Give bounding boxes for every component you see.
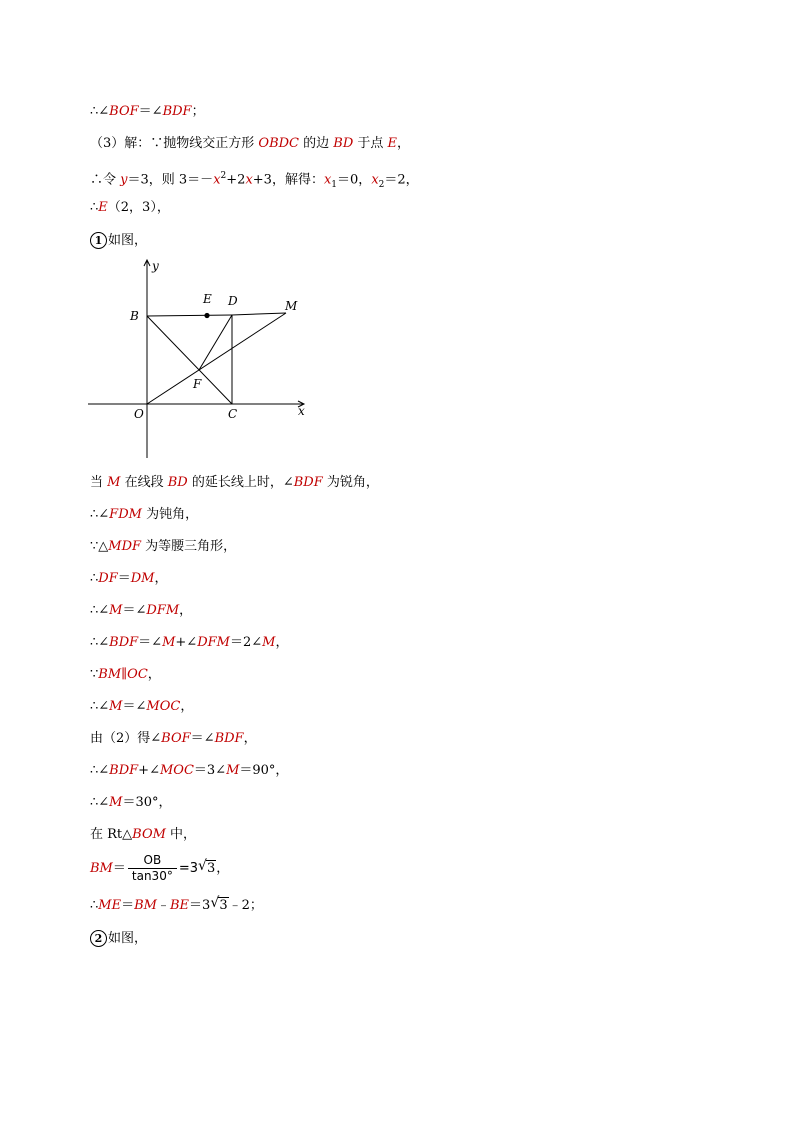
sqrt: √ 3 [210,895,228,913]
label-C: C [228,407,238,421]
text-line-5: 1 如图， [90,232,147,248]
text-line-15: ∴∠BDF+∠MOC＝3∠M＝90°， [90,763,289,778]
label-y: y [152,259,159,273]
square-diagram [88,258,310,460]
segment-DM [232,313,286,315]
text-line-1: ∴∠BOF＝∠BDF； [90,104,205,119]
label-F: F [193,377,202,391]
segment-OM [147,313,286,404]
fraction: $\frac{OB}{\tan 30^\circ}$ [128,853,177,884]
text-line-6: 当 M 在线段 BD 的延长线上时，∠BDF 为锐角， [90,475,379,490]
text-line-11: ∴∠BDF＝∠M+∠DFM＝2∠M， [90,635,289,650]
text-line-10: ∴∠M＝∠DFM， [90,603,193,618]
label-E: E [203,292,212,306]
text-line-9: ∴DF＝DM， [90,571,168,586]
label-x: x [298,404,305,418]
segment-BD [147,315,232,316]
text-line-2: （3）解：∵抛物线交正方形 OBDC 的边 BD 于点 E， [90,136,411,151]
label-D: D [228,294,238,308]
text-line-3: ∴令 y＝3，则 $3=-x^2+2x+3$，解得：$x_1=0$，$x_2=2$， [90,171,419,190]
label-B: B [130,309,139,323]
text-line-7: ∴∠FDM 为钝角， [90,507,199,522]
text-line-13: ∴∠M＝∠MOC， [90,699,194,714]
circled-number-2: 2 [90,930,107,947]
segment-DF [199,315,232,370]
text-line-17: 在 Rt△BOM 中， [90,827,197,842]
sqrt: √ 3 [198,858,216,876]
label-O: O [134,407,144,421]
text-line-12: ∵BM∥OC， [90,667,161,682]
text-line-19: ∴ME＝BM﹣BE＝3 √ 3﹣2； [90,895,263,913]
point-E [204,313,209,318]
text-line-16: ∴∠M＝30°， [90,795,172,810]
text-line-18: BM＝ $\frac{OB}{\tan 30^\circ}$ =3 √ 3， [90,852,229,886]
text-line-20: 2 如图， [90,930,147,946]
geometry-figure [88,258,310,460]
text-line-8: ∵△MDF 为等腰三角形， [90,539,237,554]
segment-BC [147,316,232,404]
label-M: M [285,299,298,313]
text-line-4: ∴E（2，3）， [90,200,170,215]
text-line-14: 由（2）得∠BOF＝∠BDF， [90,731,257,746]
circled-number-1: 1 [90,232,107,249]
